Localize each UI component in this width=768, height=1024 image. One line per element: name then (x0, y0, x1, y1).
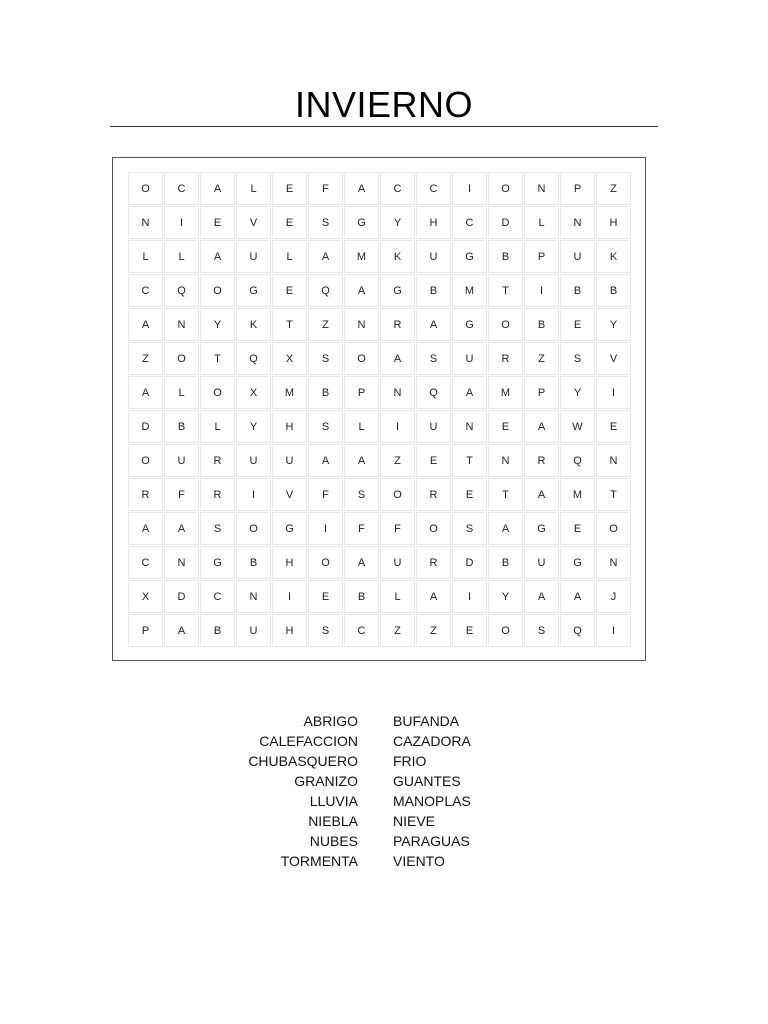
grid-cell[interactable]: X (272, 342, 307, 375)
grid-cell[interactable]: A (344, 444, 379, 477)
grid-cell[interactable]: R (200, 478, 235, 511)
grid-cell[interactable]: Q (308, 274, 343, 307)
grid-cell[interactable]: Q (416, 376, 451, 409)
grid-cell[interactable]: K (380, 240, 415, 273)
grid-cell[interactable]: L (524, 206, 559, 239)
grid-cell[interactable]: C (380, 172, 415, 205)
grid-cell[interactable]: G (236, 274, 271, 307)
grid-cell[interactable]: C (344, 614, 379, 647)
grid-cell[interactable]: Q (164, 274, 199, 307)
grid-cell[interactable]: F (164, 478, 199, 511)
grid-cell[interactable]: O (488, 614, 523, 647)
word-list-item: LLUVIA (309, 793, 358, 809)
grid-cell[interactable]: B (488, 546, 523, 579)
grid-cell[interactable]: O (128, 444, 163, 477)
grid-cell[interactable]: T (200, 342, 235, 375)
grid-cell[interactable]: E (560, 308, 595, 341)
letter-grid (128, 172, 632, 648)
grid-cell[interactable]: B (200, 614, 235, 647)
grid-cell[interactable]: B (596, 274, 631, 307)
grid-cell[interactable]: A (200, 172, 235, 205)
grid-cell[interactable]: O (416, 512, 451, 545)
grid-cell[interactable]: G (272, 512, 307, 545)
grid-cell[interactable]: Z (308, 308, 343, 341)
grid-cell[interactable]: N (128, 206, 163, 239)
grid-cell[interactable]: S (308, 206, 343, 239)
grid-cell[interactable]: B (416, 274, 451, 307)
grid-cell[interactable]: E (488, 410, 523, 443)
grid-cell[interactable]: E (272, 206, 307, 239)
grid-cell[interactable]: L (380, 580, 415, 613)
grid-cell[interactable]: R (416, 546, 451, 579)
grid-cell[interactable]: E (416, 444, 451, 477)
grid-cell[interactable]: B (308, 376, 343, 409)
grid-cell[interactable]: A (344, 172, 379, 205)
grid-cell[interactable]: O (488, 172, 523, 205)
grid-cell[interactable]: O (128, 172, 163, 205)
grid-cell[interactable]: Z (596, 172, 631, 205)
grid-cell[interactable]: D (488, 206, 523, 239)
grid-cell[interactable]: G (380, 274, 415, 307)
grid-cell[interactable]: X (236, 376, 271, 409)
grid-cell[interactable]: A (488, 512, 523, 545)
grid-cell[interactable]: I (452, 580, 487, 613)
grid-cell[interactable]: A (128, 308, 163, 341)
grid-cell[interactable]: M (560, 478, 595, 511)
grid-cell[interactable]: L (236, 172, 271, 205)
grid-cell[interactable]: U (380, 546, 415, 579)
grid-cell[interactable]: I (596, 614, 631, 647)
grid-cell[interactable]: L (344, 410, 379, 443)
grid-cell[interactable]: B (560, 274, 595, 307)
grid-cell[interactable]: S (308, 342, 343, 375)
grid-cell[interactable]: B (488, 240, 523, 273)
grid-cell[interactable]: K (236, 308, 271, 341)
grid-cell[interactable]: E (272, 172, 307, 205)
grid-cell[interactable]: S (452, 512, 487, 545)
grid-cell[interactable]: A (452, 376, 487, 409)
grid-cell[interactable]: Z (380, 614, 415, 647)
grid-cell[interactable]: V (236, 206, 271, 239)
grid-cell[interactable]: A (524, 580, 559, 613)
grid-cell[interactable]: F (308, 172, 343, 205)
grid-cell[interactable]: A (560, 580, 595, 613)
grid-cell[interactable]: B (236, 546, 271, 579)
title-divider (110, 126, 658, 127)
word-list-item: MANOPLAS (393, 793, 471, 809)
grid-cell[interactable]: Y (200, 308, 235, 341)
grid-cell[interactable]: K (596, 240, 631, 273)
grid-cell[interactable]: H (416, 206, 451, 239)
grid-cell[interactable]: U (452, 342, 487, 375)
grid-cell[interactable]: C (128, 274, 163, 307)
word-list-item: GRANIZO (294, 773, 358, 789)
grid-cell[interactable]: L (164, 240, 199, 273)
grid-cell[interactable]: F (344, 512, 379, 545)
grid-cell[interactable]: Y (488, 580, 523, 613)
grid-cell[interactable]: X (128, 580, 163, 613)
grid-cell[interactable]: A (164, 614, 199, 647)
word-list-item: CALEFACCION (259, 733, 358, 749)
grid-cell[interactable]: F (380, 512, 415, 545)
word-list-item: ABRIGO (303, 713, 358, 729)
grid-cell[interactable]: T (596, 478, 631, 511)
word-list (230, 711, 530, 871)
grid-cell[interactable]: T (488, 274, 523, 307)
grid-cell[interactable]: C (164, 172, 199, 205)
grid-cell[interactable]: M (488, 376, 523, 409)
grid-cell[interactable]: U (236, 444, 271, 477)
grid-cell[interactable]: G (344, 206, 379, 239)
grid-cell[interactable]: A (164, 512, 199, 545)
grid-cell[interactable]: T (452, 444, 487, 477)
grid-cell[interactable]: Q (560, 444, 595, 477)
grid-cell[interactable]: A (524, 410, 559, 443)
word-list-item: GUANTES (393, 773, 461, 789)
grid-cell[interactable]: T (488, 478, 523, 511)
grid-cell[interactable]: Q (236, 342, 271, 375)
grid-cell[interactable]: P (128, 614, 163, 647)
grid-cell[interactable]: Z (128, 342, 163, 375)
grid-cell[interactable]: N (488, 444, 523, 477)
grid-cell[interactable]: N (380, 376, 415, 409)
grid-cell[interactable]: G (560, 546, 595, 579)
grid-cell[interactable]: U (236, 614, 271, 647)
grid-cell[interactable]: G (452, 308, 487, 341)
grid-cell[interactable]: O (488, 308, 523, 341)
word-list-item: TORMENTA (280, 853, 358, 869)
grid-cell[interactable]: Q (560, 614, 595, 647)
grid-cell[interactable]: J (596, 580, 631, 613)
grid-cell[interactable]: S (524, 614, 559, 647)
grid-cell[interactable]: A (200, 240, 235, 273)
word-list-right-column (393, 711, 471, 871)
grid-cell[interactable]: P (524, 240, 559, 273)
grid-cell[interactable]: D (452, 546, 487, 579)
grid-cell[interactable]: U (524, 546, 559, 579)
grid-cell[interactable]: O (164, 342, 199, 375)
grid-cell[interactable]: O (344, 342, 379, 375)
grid-cell[interactable]: R (524, 444, 559, 477)
grid-cell[interactable]: E (308, 580, 343, 613)
grid-cell[interactable]: I (272, 580, 307, 613)
word-list-item: NIEVE (393, 813, 436, 829)
grid-cell[interactable]: O (200, 274, 235, 307)
grid-cell[interactable]: Y (236, 410, 271, 443)
grid-cell[interactable]: Y (596, 308, 631, 341)
grid-cell[interactable]: C (200, 580, 235, 613)
grid-cell[interactable]: P (560, 172, 595, 205)
grid-cell[interactable]: C (416, 172, 451, 205)
grid-cell[interactable]: L (200, 410, 235, 443)
grid-cell[interactable]: I (380, 410, 415, 443)
grid-cell[interactable]: A (416, 580, 451, 613)
grid-cell[interactable]: U (272, 444, 307, 477)
grid-cell[interactable]: I (596, 376, 631, 409)
word-list-item: FRIO (393, 753, 427, 769)
grid-cell[interactable]: E (272, 274, 307, 307)
grid-cell[interactable]: M (452, 274, 487, 307)
grid-cell[interactable]: I (236, 478, 271, 511)
grid-cell[interactable]: O (380, 478, 415, 511)
grid-cell[interactable]: Y (380, 206, 415, 239)
grid-cell[interactable]: D (128, 410, 163, 443)
grid-cell[interactable]: S (308, 410, 343, 443)
grid-cell[interactable]: O (236, 512, 271, 545)
page-title: INVIERNO (294, 84, 474, 125)
grid-cell[interactable]: S (344, 478, 379, 511)
grid-cell[interactable]: U (560, 240, 595, 273)
grid-cell[interactable]: L (128, 240, 163, 273)
grid-cell[interactable]: N (452, 410, 487, 443)
grid-cell[interactable]: L (272, 240, 307, 273)
grid-cell[interactable]: V (596, 342, 631, 375)
grid-cell[interactable]: O (596, 512, 631, 545)
grid-cell[interactable]: L (164, 376, 199, 409)
grid-cell[interactable]: G (200, 546, 235, 579)
word-list-item: CAZADORA (393, 733, 471, 749)
grid-cell[interactable]: V (272, 478, 307, 511)
grid-cell[interactable]: C (128, 546, 163, 579)
grid-cell[interactable]: E (452, 614, 487, 647)
grid-cell[interactable]: N (596, 444, 631, 477)
grid-cell[interactable]: Z (524, 342, 559, 375)
grid-cell[interactable]: A (308, 240, 343, 273)
grid-cell[interactable]: M (344, 240, 379, 273)
word-list-item: CHUBASQUERO (248, 753, 358, 769)
grid-cell[interactable]: U (416, 240, 451, 273)
grid-cell[interactable]: N (596, 546, 631, 579)
grid-cell[interactable]: I (164, 206, 199, 239)
grid-cell[interactable]: B (524, 308, 559, 341)
grid-cell[interactable]: N (344, 308, 379, 341)
grid-cell[interactable]: T (272, 308, 307, 341)
grid-cell[interactable]: S (560, 342, 595, 375)
grid-cell[interactable]: R (416, 478, 451, 511)
grid-cell[interactable]: N (524, 172, 559, 205)
grid-cell[interactable]: A (524, 478, 559, 511)
grid-cell[interactable]: A (344, 546, 379, 579)
grid-cell[interactable]: P (344, 376, 379, 409)
grid-cell[interactable]: N (236, 580, 271, 613)
grid-cell[interactable]: M (272, 376, 307, 409)
grid-cell[interactable]: I (308, 512, 343, 545)
grid-cell[interactable]: E (200, 206, 235, 239)
grid-cell[interactable]: H (272, 614, 307, 647)
grid-cell[interactable]: U (164, 444, 199, 477)
grid-cell[interactable]: A (308, 444, 343, 477)
grid-cell[interactable]: H (272, 410, 307, 443)
grid-cell[interactable]: R (380, 308, 415, 341)
word-list-left-column (230, 711, 358, 871)
grid-cell[interactable]: P (524, 376, 559, 409)
grid-cell[interactable]: B (164, 410, 199, 443)
grid-cell[interactable]: C (452, 206, 487, 239)
grid-cell[interactable]: G (452, 240, 487, 273)
grid-cell[interactable]: U (416, 410, 451, 443)
grid-cell[interactable]: D (164, 580, 199, 613)
grid-cell[interactable]: I (452, 172, 487, 205)
grid-cell[interactable]: N (164, 546, 199, 579)
grid-cell[interactable]: Z (380, 444, 415, 477)
grid-cell[interactable]: H (272, 546, 307, 579)
grid-cell[interactable]: A (380, 342, 415, 375)
word-list-item: NIEBLA (308, 813, 358, 829)
grid-cell[interactable]: S (200, 512, 235, 545)
grid-cell[interactable]: F (308, 478, 343, 511)
grid-cell[interactable]: E (596, 410, 631, 443)
grid-cell[interactable]: B (344, 580, 379, 613)
grid-cell[interactable]: G (524, 512, 559, 545)
grid-cell[interactable]: A (416, 308, 451, 341)
grid-cell[interactable]: E (452, 478, 487, 511)
grid-cell[interactable]: O (308, 546, 343, 579)
grid-cell[interactable]: R (128, 478, 163, 511)
word-list-item: NUBES (309, 833, 358, 849)
grid-cell[interactable]: N (164, 308, 199, 341)
grid-cell[interactable]: R (200, 444, 235, 477)
grid-cell[interactable]: R (488, 342, 523, 375)
grid-cell[interactable]: I (524, 274, 559, 307)
grid-cell[interactable]: A (344, 274, 379, 307)
grid-cell[interactable]: H (596, 206, 631, 239)
grid-cell[interactable]: Z (416, 614, 451, 647)
grid-cell[interactable]: O (200, 376, 235, 409)
grid-cell[interactable]: A (128, 512, 163, 545)
grid-cell[interactable]: Y (560, 376, 595, 409)
word-list-item: PARAGUAS (393, 833, 470, 849)
word-list-item: VIENTO (393, 853, 445, 869)
grid-cell[interactable]: A (128, 376, 163, 409)
grid-cell[interactable]: S (416, 342, 451, 375)
grid-cell[interactable]: E (560, 512, 595, 545)
grid-cell[interactable]: W (560, 410, 595, 443)
word-list-item: BUFANDA (393, 713, 460, 729)
grid-cell[interactable]: S (308, 614, 343, 647)
grid-cell[interactable]: N (560, 206, 595, 239)
grid-cell[interactable]: U (236, 240, 271, 273)
